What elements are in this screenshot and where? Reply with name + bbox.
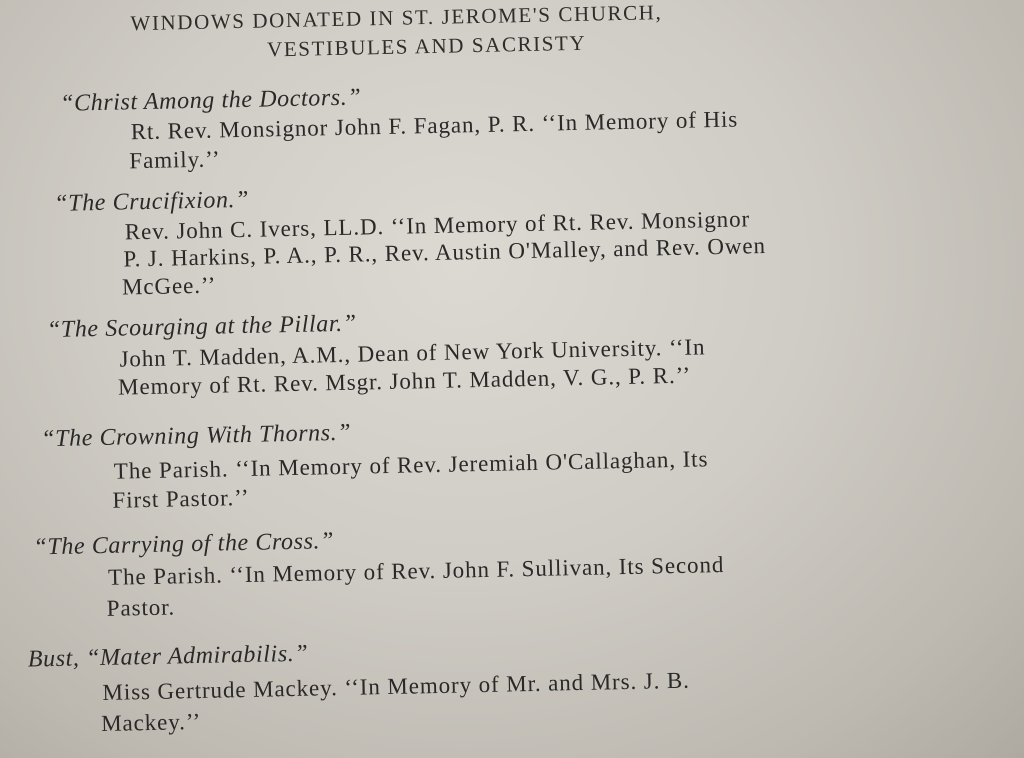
entry-title-scourging-at-pillar: “The Scourging at the Pillar.”: [46, 310, 357, 344]
entry-text-line: P. J. Harkins, P. A., P. R., Rev. Austin O'Malley, and Rev. Owen: [123, 233, 767, 272]
entry-title-carrying-of-cross: “The Carrying of the Cross.”: [33, 528, 335, 561]
entry-text-line: Pastor.: [106, 594, 176, 621]
heading-line-1: WINDOWS DONATED IN ST. JEROME'S CHURCH,: [130, 0, 663, 36]
entry-text-line: Rt. Rev. Monsignor John F. Fagan, P. R. ‘‘In Memory of His: [130, 106, 739, 145]
entry-title-crucifixion: “The Crucifixion.”: [54, 186, 250, 217]
entry-title-crowning-with-thorns: “The Crowning With Thorns.”: [40, 419, 352, 453]
entry-text-line: The Parish. ‘‘In Memory of Rev. Jeremiah O'Callaghan, Its: [113, 446, 709, 484]
entry-text-line: First Pastor.’’: [112, 484, 250, 513]
entry-text-line: John T. Madden, A.M., Dean of New York University. ‘‘In: [119, 334, 706, 372]
heading-line-2: VESTIBULES AND SACRISTY: [266, 30, 587, 62]
entry-text-line: McGee.’’: [121, 272, 217, 300]
entry-text-line: The Parish. ‘‘In Memory of Rev. John F. Sullivan, Its Second: [107, 551, 725, 590]
entry-title-christ-among-doctors: “Christ Among the Doctors.”: [59, 84, 362, 117]
entry-text-line: Memory of Rt. Rev. Msgr. John T. Madden, V. G., P. R.’’: [117, 362, 692, 400]
entry-text-line: Family.’’: [129, 146, 221, 174]
entry-text-line: Mackey.’’: [100, 708, 202, 737]
entry-text-line: Miss Gertrude Mackey. ‘‘In Memory of Mr. and Mrs. J. B.: [102, 667, 691, 706]
entry-text-line: Rev. John C. Ivers, LL.D. ‘‘In Memory of Rt. Rev. Monsignor: [124, 206, 751, 245]
entry-title-mater-admirabilis: Bust, “Mater Admirabilis.”: [27, 640, 309, 673]
